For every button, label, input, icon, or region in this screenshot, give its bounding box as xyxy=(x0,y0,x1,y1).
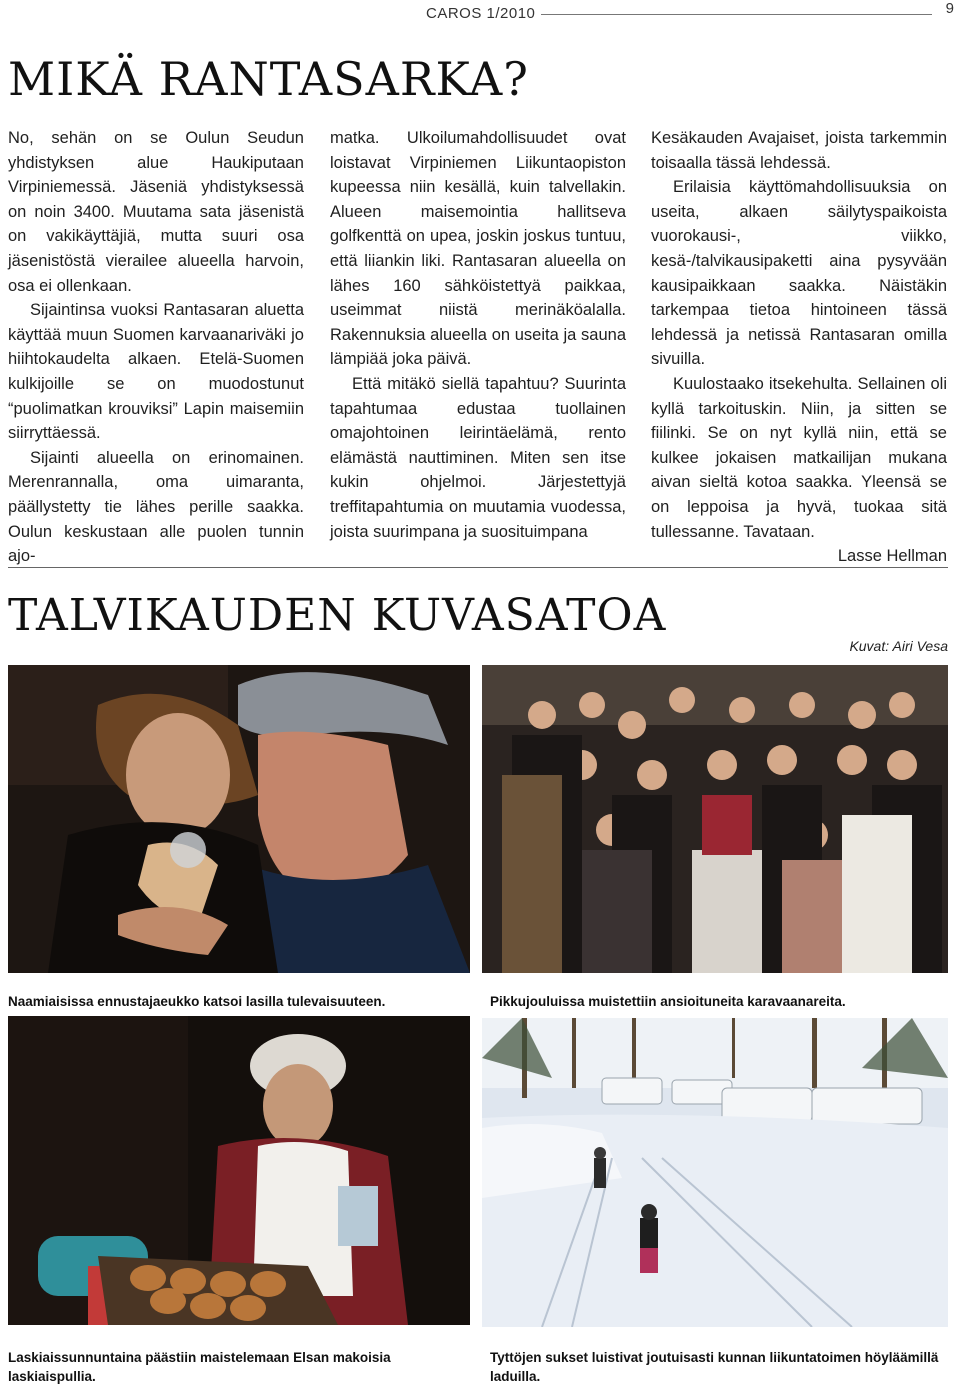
article-column-1 xyxy=(8,126,304,569)
paragraph: No, sehän on se Oulun Seudun yhdistyksen alue Haukiputaan Virpiniemessä. Jäseniä yhdistyksessä on noin 3400. Muutama sata jäsenistä on vakikäyttäjiä, mutta suuri osa jäsenistöstä vierailee alueella harvoin, osa ei ollenkaan. xyxy=(8,129,304,295)
paragraph: Kesäkauden Avajaiset, joista tarkemmin toisaalla tässä lehdessä. xyxy=(651,129,947,172)
photo-caption: Tyttöjen sukset luistivat joutuisasti kunnan liikuntatoimen höyläämillä laduilla. xyxy=(490,1350,939,1384)
photo-group-awards xyxy=(482,665,948,973)
photo-caption: Pikkujouluissa muistettiin ansioituneita karavaanareita. xyxy=(490,994,846,1009)
publication-name: CAROS 1/2010 xyxy=(420,5,541,22)
article-title: MIKÄ RANTASARKA? xyxy=(8,52,529,106)
paragraph: Sijaintinsa vuoksi Rantasaran aluetta käyttää muun Suomen karvaanariväki jo hiihtokaudelta alkaen. Etelä-Suomen kulkijoille se on muodostunut “puolimatkan krouviksi” Lapin maisemiin siirryttäessä. xyxy=(8,301,304,443)
article-column-2 xyxy=(330,126,626,544)
paragraph: matka. Ulkoilumahdollisuudet ovat loistavat Virpiniemen Liikuntaopiston kupeessa niin kesällä, kuin talvellakin. Alueen maisemointia hallitseva golfkenttä on upea, joskin joskus tuntuu, että liiankin liki. Rantasaran alueella on lähes 160 sähköistettyä paikkaa, useimmat niistä merinäköalalla. Rakennuksia alueella on useita ja sauna lämpiää joka päivä. xyxy=(330,129,626,369)
paragraph: Erilaisia käyttömahdollisuuksia on useita, alkaen säilytyspaikoista vuorokausi-, viikko, kesä-/talvikausipaketti aina pysyvään kausipaikkaan saakka. Näistäkin tarkempaa tietoa hintoineen tässä lehdessä ja netissä Rantasaran omilla sivuilla. xyxy=(651,178,947,369)
photo-fortune-teller xyxy=(8,665,470,973)
author-signature: Lasse Hellman xyxy=(837,547,947,566)
section-title: TALVIKAUDEN KUVASATOA xyxy=(8,590,667,641)
paragraph: Kuulostaako itsekehulta. Sellainen oli kyllä tarkoituskin. Niin, ja sitten se fiilinki. Se on nyt kyllä niin, että se kulkee jokaisen matkailijan mukana aivan sieltä kotoa saakka. Yleensä se on leppoisa ja hyvä, tuokaa sitä tullessanne. Tavataan. xyxy=(651,374,947,541)
photo-caption: Laskiaissunnuntaina päästiin maistelemaan Elsan makoisia laskiaispullia. xyxy=(8,1350,391,1384)
paragraph: Että mitäkö siellä tapahtuu? Suurinta tapahtumaa edustaa tuollainen omajohtoinen leirintäelämä, rento elämästä nauttiminen. Miten sen itse kukin ohjelmoi. Järjestettyjä treffitapahtumia on muutamia vuodessa, joista suurimpana ja suosituimpana xyxy=(330,374,626,541)
article-column-3 xyxy=(651,126,947,569)
paragraph: Sijainti alueella on erinomainen. Merenrannalla, oma uimaranta, päällystetty tie lähes perille saakka. Oulun keskustaan alle puolen tunnin ajo- xyxy=(8,448,304,566)
photo-skiing xyxy=(482,1018,948,1327)
photo-credit: Kuvat: Airi Vesa xyxy=(849,638,948,654)
section-divider xyxy=(8,567,948,568)
photo-baking xyxy=(8,1016,470,1325)
photo-caption: Naamiaisissa ennustajaeukko katsoi lasilla tulevaisuuteen. xyxy=(8,994,386,1009)
page-number: 9 xyxy=(945,0,954,17)
